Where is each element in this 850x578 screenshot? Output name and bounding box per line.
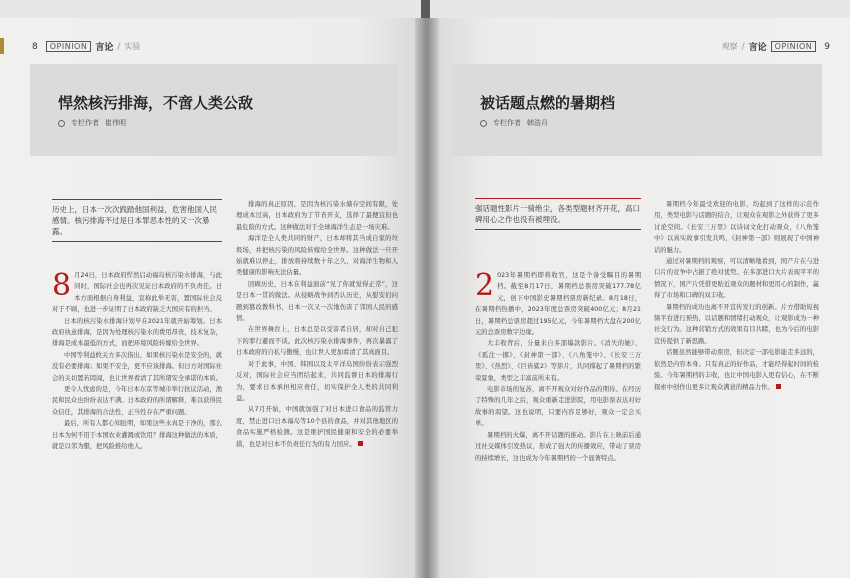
body-column-2 (654, 199, 819, 571)
paragraph: 最后，所有人都心知肚明，如果这些水真是干净的，那么日本为何不用于本国农业灌溉或饮用？排海这种做法的本质，就是以邻为壑，把风险推给他人。 (52, 420, 222, 451)
end-mark-icon (358, 441, 363, 446)
section-tag: OPINION (771, 41, 817, 52)
article-title: 悍然核污排海，不啻人类公敌 (58, 94, 254, 112)
subsection-name: 实验 (124, 42, 141, 51)
section-name: 言论 (95, 43, 114, 53)
paragraph: 在世界舞台上，日本总是以受害者自居，却对自己犯下的罪行避而不谈。此次核污染水排海事件，再次暴露了日本政府的自私与傲慢，也让世人更加看清了其真面目。 (236, 326, 398, 357)
separator: / (741, 41, 745, 52)
page-number: 9 (824, 41, 830, 52)
body-column-1 (52, 270, 222, 578)
paragraph: 海洋是全人类共同的财产，日本却将其当成自家的垃圾场，并把核污染的风险转嫁给全世界。这种做法一旦开始就难以停止，排放将持续数十年之久，对海洋生物和人类健康的影响无法估量。 (236, 235, 398, 277)
byline (58, 118, 126, 128)
paragraph: 暑期档今年最受欢迎的电影，均起到了这样的示范作用，类型电影与话题的结合，让观众在观影之外获得了更多讨论空间。《长安三万里》以诗词文化打动观众，《八角笼中》以真实故事引发共鸣，《封神第一部》则展现了中国神话的魅力。 (654, 201, 819, 254)
paragraph: 中国等利益攸关方多次指出，如果核污染水是安全的，就没有必要排海；如果不安全，更不应该排海。但日方对国际社会的关切置若罔闻，也让世界看清了其所谓安全承诺的本质。 (52, 351, 222, 382)
paragraph: 排海的真正原因，是因为核污染水储存空间有限，处理成本过高，日本政府为了节省开支，选择了最便宜但也最危险的方式。这种做法对于全球海洋生态是一场灾难。 (236, 201, 398, 231)
byline (480, 118, 548, 128)
section-name: 言论 (748, 43, 767, 53)
paragraph: 话题虽然能够带动票房，但决定一部电影能走多远的，依然是内容本身。只有真正的好作品，才能经得起时间的检验。今年暑期档的丰收，也让中国电影人更有信心，在不断探索中创作出更多让观众满意的精品力作。 (654, 349, 819, 391)
byline-author: 韩浩月 (527, 119, 548, 127)
dropcap: 2 (475, 270, 495, 303)
byline-bullet-icon (480, 120, 487, 127)
paragraph: 回顾历史，日本在利益面前“见了你就觉得正常”，这是日本一贯的做法。从侵略战争到否认历史，从慰安妇问题到篡改教科书，日本一次又一次地伤害了邻国人民的感情。 (236, 280, 398, 323)
left-page (0, 18, 421, 578)
right-page-top-edge (430, 0, 850, 18)
body-column-2 (236, 199, 398, 571)
left-page-top-edge (0, 0, 421, 18)
paragraph: 更令人忧虑的是，今年日本东京等城市举行抗议活动，渔民和民众也纷纷表达不满。日本政府的所谓解释，难以获得民众信任，其排海的合法性、正当性存在严重问题。 (52, 386, 222, 416)
paragraph: 从7月开始，中国就加强了对日本进口食品的监管力度，禁止进口日本福岛等10个县的食品，并对其他地区的食品实施严格检测。这是维护国民健康和安全的必要举措，也是对日本不负责任行为的有力回应。 (236, 406, 398, 448)
paragraph: 2 023年暑期档即将收官，这是个备受瞩目的暑期档。截至8月17日，暑期档总票房突破177.78亿元，创下中国影史暑期档票房新纪录。8月18日，在暑期档热播中，2023年度总票房突破400亿元；8月21日，暑期档总票房超过195亿元，今年暑期档大盘在200亿元的总票房数字边缘。 (475, 270, 641, 337)
paragraph: 对于此事，中国、韩国以及太平洋岛国纷纷表示强烈反对，国际社会应当团结起来，共同监督日本的排海行为，要求日本承担相应责任，切实保护全人类的共同利益。 (236, 360, 398, 402)
paragraph: 大丰收背后，分量来自多部爆款影片。《消失的她》、《孤注一掷》、《封神第一部》、《八角笼中》、《长安三万里》、《热烈》、《巨齿鲨2》等影片，共同撑起了暑期档的繁荣景象，类型之丰富前所未有。 (475, 340, 641, 382)
left-running-head (28, 40, 140, 53)
byline-label: 专栏作者 (493, 119, 521, 127)
paragraph: 电影市场的复苏，离不开观众对好作品的期待。在经历了特殊的几年之后，观众重新走进影院，用电影票表达对好故事的渴望。这也说明，只要内容足够好，观众一定会买单。 (475, 386, 641, 428)
corner-mark (0, 38, 4, 54)
paragraph: 通过对暑期档的观察，可以清晰地看到，国产片在与进口片的竞争中占据了绝对优势。在多部进口大片表现平平的情况下，国产片凭借更贴近观众的题材和更用心的制作，赢得了市场和口碑的双丰收。 (654, 258, 819, 300)
byline-bullet-icon (58, 120, 65, 127)
article-lead: 历史上，日本一次次践踏他国利益，危害他国人民感情。核污排海不过是日本罪恶本性的又一次暴露。 (52, 199, 222, 242)
title-block (30, 64, 398, 156)
right-page (430, 18, 850, 578)
right-running-head (722, 40, 834, 53)
article-lead: 强话题性影片一骑绝尘，各类型题材齐开花，高口碑用心之作也没有被埋没。 (475, 198, 641, 230)
paragraph: 日本的核污染水排海计划早在2021年就开始筹划。日本政府执意排海，是因为处理核污染水的费用昂贵，技术复杂，排海是成本最低的方式，而把环境风险转嫁给全世界。 (52, 317, 222, 348)
title-block (452, 64, 822, 156)
paragraph: 8 月24日，日本政府悍然启动福岛核污染水排海，与此同时，国际社会也再次见证日本政府的不负责任。日本方面根据自身利益，宣称此举无害，置国际社会反对于不顾，也进一步证明了日本政府缺乏大国应有的担当。 (52, 270, 222, 314)
section-tag: OPINION (46, 41, 92, 52)
byline-author: 崔伟明 (105, 119, 126, 127)
body-column-1 (475, 270, 641, 578)
end-mark-icon (776, 384, 781, 389)
paragraph: 暑期档的成功也离不开宣传发行的创新。片方借助短视频平台进行预热，以话题和情绪打动观众，让观影成为一种社交行为。这种营销方式的效果有目共睹，也为今后的电影宣传提供了新思路。 (654, 303, 819, 345)
separator: / (117, 41, 121, 52)
paragraph: 暑期档的火爆，离不开话题的推动。影片在上映前后通过社交媒体引发热议，形成了强大的传播效应，带动了票房的持续增长，这也成为今年暑期档的一个显著特点。 (475, 431, 641, 462)
byline-label: 专栏作者 (71, 119, 99, 127)
book-gutter (415, 18, 439, 578)
dropcap: 8 (52, 270, 72, 303)
page-number: 8 (32, 41, 38, 52)
article-title: 被话题点燃的暑期档 (480, 94, 616, 112)
subsection-name: 观察 (721, 42, 738, 51)
